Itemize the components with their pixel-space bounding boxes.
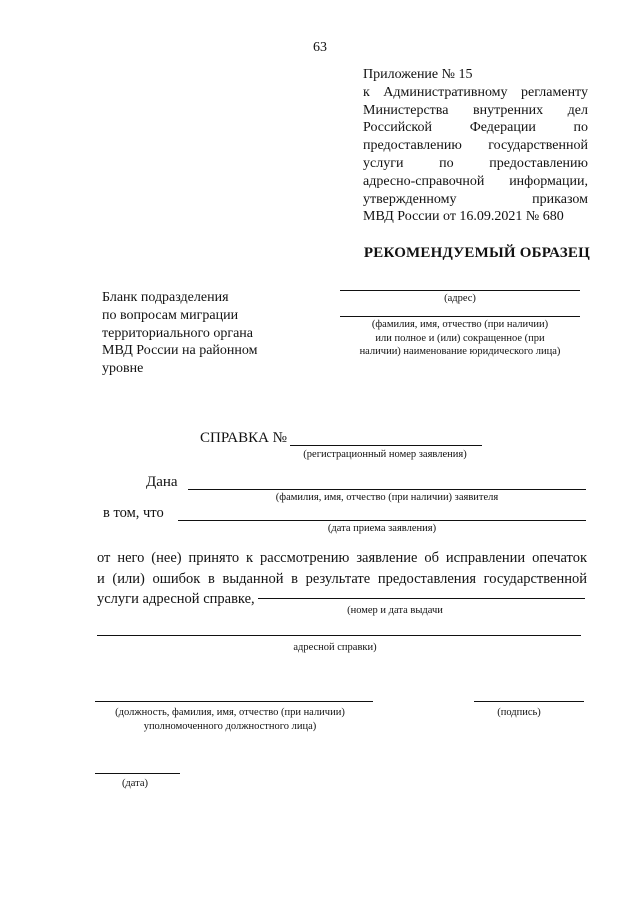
applicant-name-caption: (фамилия, имя, отчество (при наличии) заявителя <box>275 492 499 503</box>
application-date-line[interactable] <box>178 520 586 521</box>
applicant-name-line[interactable] <box>188 489 586 490</box>
appendix-line: к Административному регламенту <box>363 84 588 100</box>
signature-line[interactable] <box>474 701 584 702</box>
body-line: от него (нее) принято к рассмотрению заявление об исправлении опечаток <box>97 550 587 566</box>
address-line[interactable] <box>340 290 580 291</box>
blank-header-line: уровне <box>102 361 144 377</box>
certificate-number-caption: (регистрационный номер заявления) <box>303 449 467 460</box>
blank-header <box>102 289 332 378</box>
official-line[interactable] <box>95 701 373 702</box>
address-caption: (адрес) <box>444 293 476 304</box>
sample-title: РЕКОМЕНДУЕМЫЙ ОБРАЗЕЦ <box>363 245 590 261</box>
appendix-line: МВД России от 16.09.2021 № 680 <box>363 209 564 225</box>
appendix-line: предоставлению государственной <box>363 138 588 154</box>
recipient-caption-line: (фамилия, имя, отчество (при наличии) <box>371 319 549 330</box>
application-date-caption: (дата приема заявления) <box>327 523 437 534</box>
certificate-body <box>97 548 587 610</box>
appendix-line: услуги по предоставлению <box>363 155 588 171</box>
date-line[interactable] <box>95 773 180 774</box>
blank-header-line: по вопросам миграции <box>102 307 239 323</box>
issue-info-line[interactable] <box>258 598 585 599</box>
signature-caption: (подпись) <box>497 707 541 718</box>
official-caption-1: (должность, фамилия, имя, отчество (при наличии) <box>115 707 345 718</box>
appendix-line: Российской Федерации по <box>363 120 588 136</box>
appendix-line: утвержденному приказом <box>363 191 588 207</box>
blank-header-line: территориального органа <box>102 325 254 341</box>
issue-caption-1: (номер и дата выдачи <box>347 605 443 616</box>
certificate-label: СПРАВКА № <box>200 430 287 446</box>
recipient-caption-line: наличии) наименование юридического лица) <box>359 346 561 357</box>
appendix-line: Приложение № 15 <box>363 67 473 82</box>
official-caption-2: уполномоченного должностного лица) <box>143 721 317 732</box>
appendix-line: Министерства внутренних дел <box>363 102 588 118</box>
appendix-line: адресно-справочной информации, <box>363 173 588 189</box>
recipient-caption-line: или полное и (или) сокращенное (при <box>375 332 545 344</box>
blank-header-line: Бланк подразделения <box>102 290 229 305</box>
appendix-header <box>363 66 588 226</box>
that-label: в том, что <box>103 505 164 521</box>
issue-caption-2: адресной справки) <box>293 642 377 653</box>
date-caption: (дата) <box>121 778 149 789</box>
body-line: и (или) ошибок в выданной в результате предоставления государственной <box>97 570 587 587</box>
body-line: услуги адресной справке, <box>97 591 255 607</box>
issue-info-line-2[interactable] <box>97 635 581 636</box>
recipient-caption <box>330 318 590 359</box>
certificate-number-line[interactable] <box>290 445 482 446</box>
issued-label: Дана <box>146 474 178 490</box>
page-number: 63 <box>313 40 327 55</box>
blank-header-line: МВД России на районном <box>102 343 258 359</box>
recipient-line[interactable] <box>340 316 580 317</box>
